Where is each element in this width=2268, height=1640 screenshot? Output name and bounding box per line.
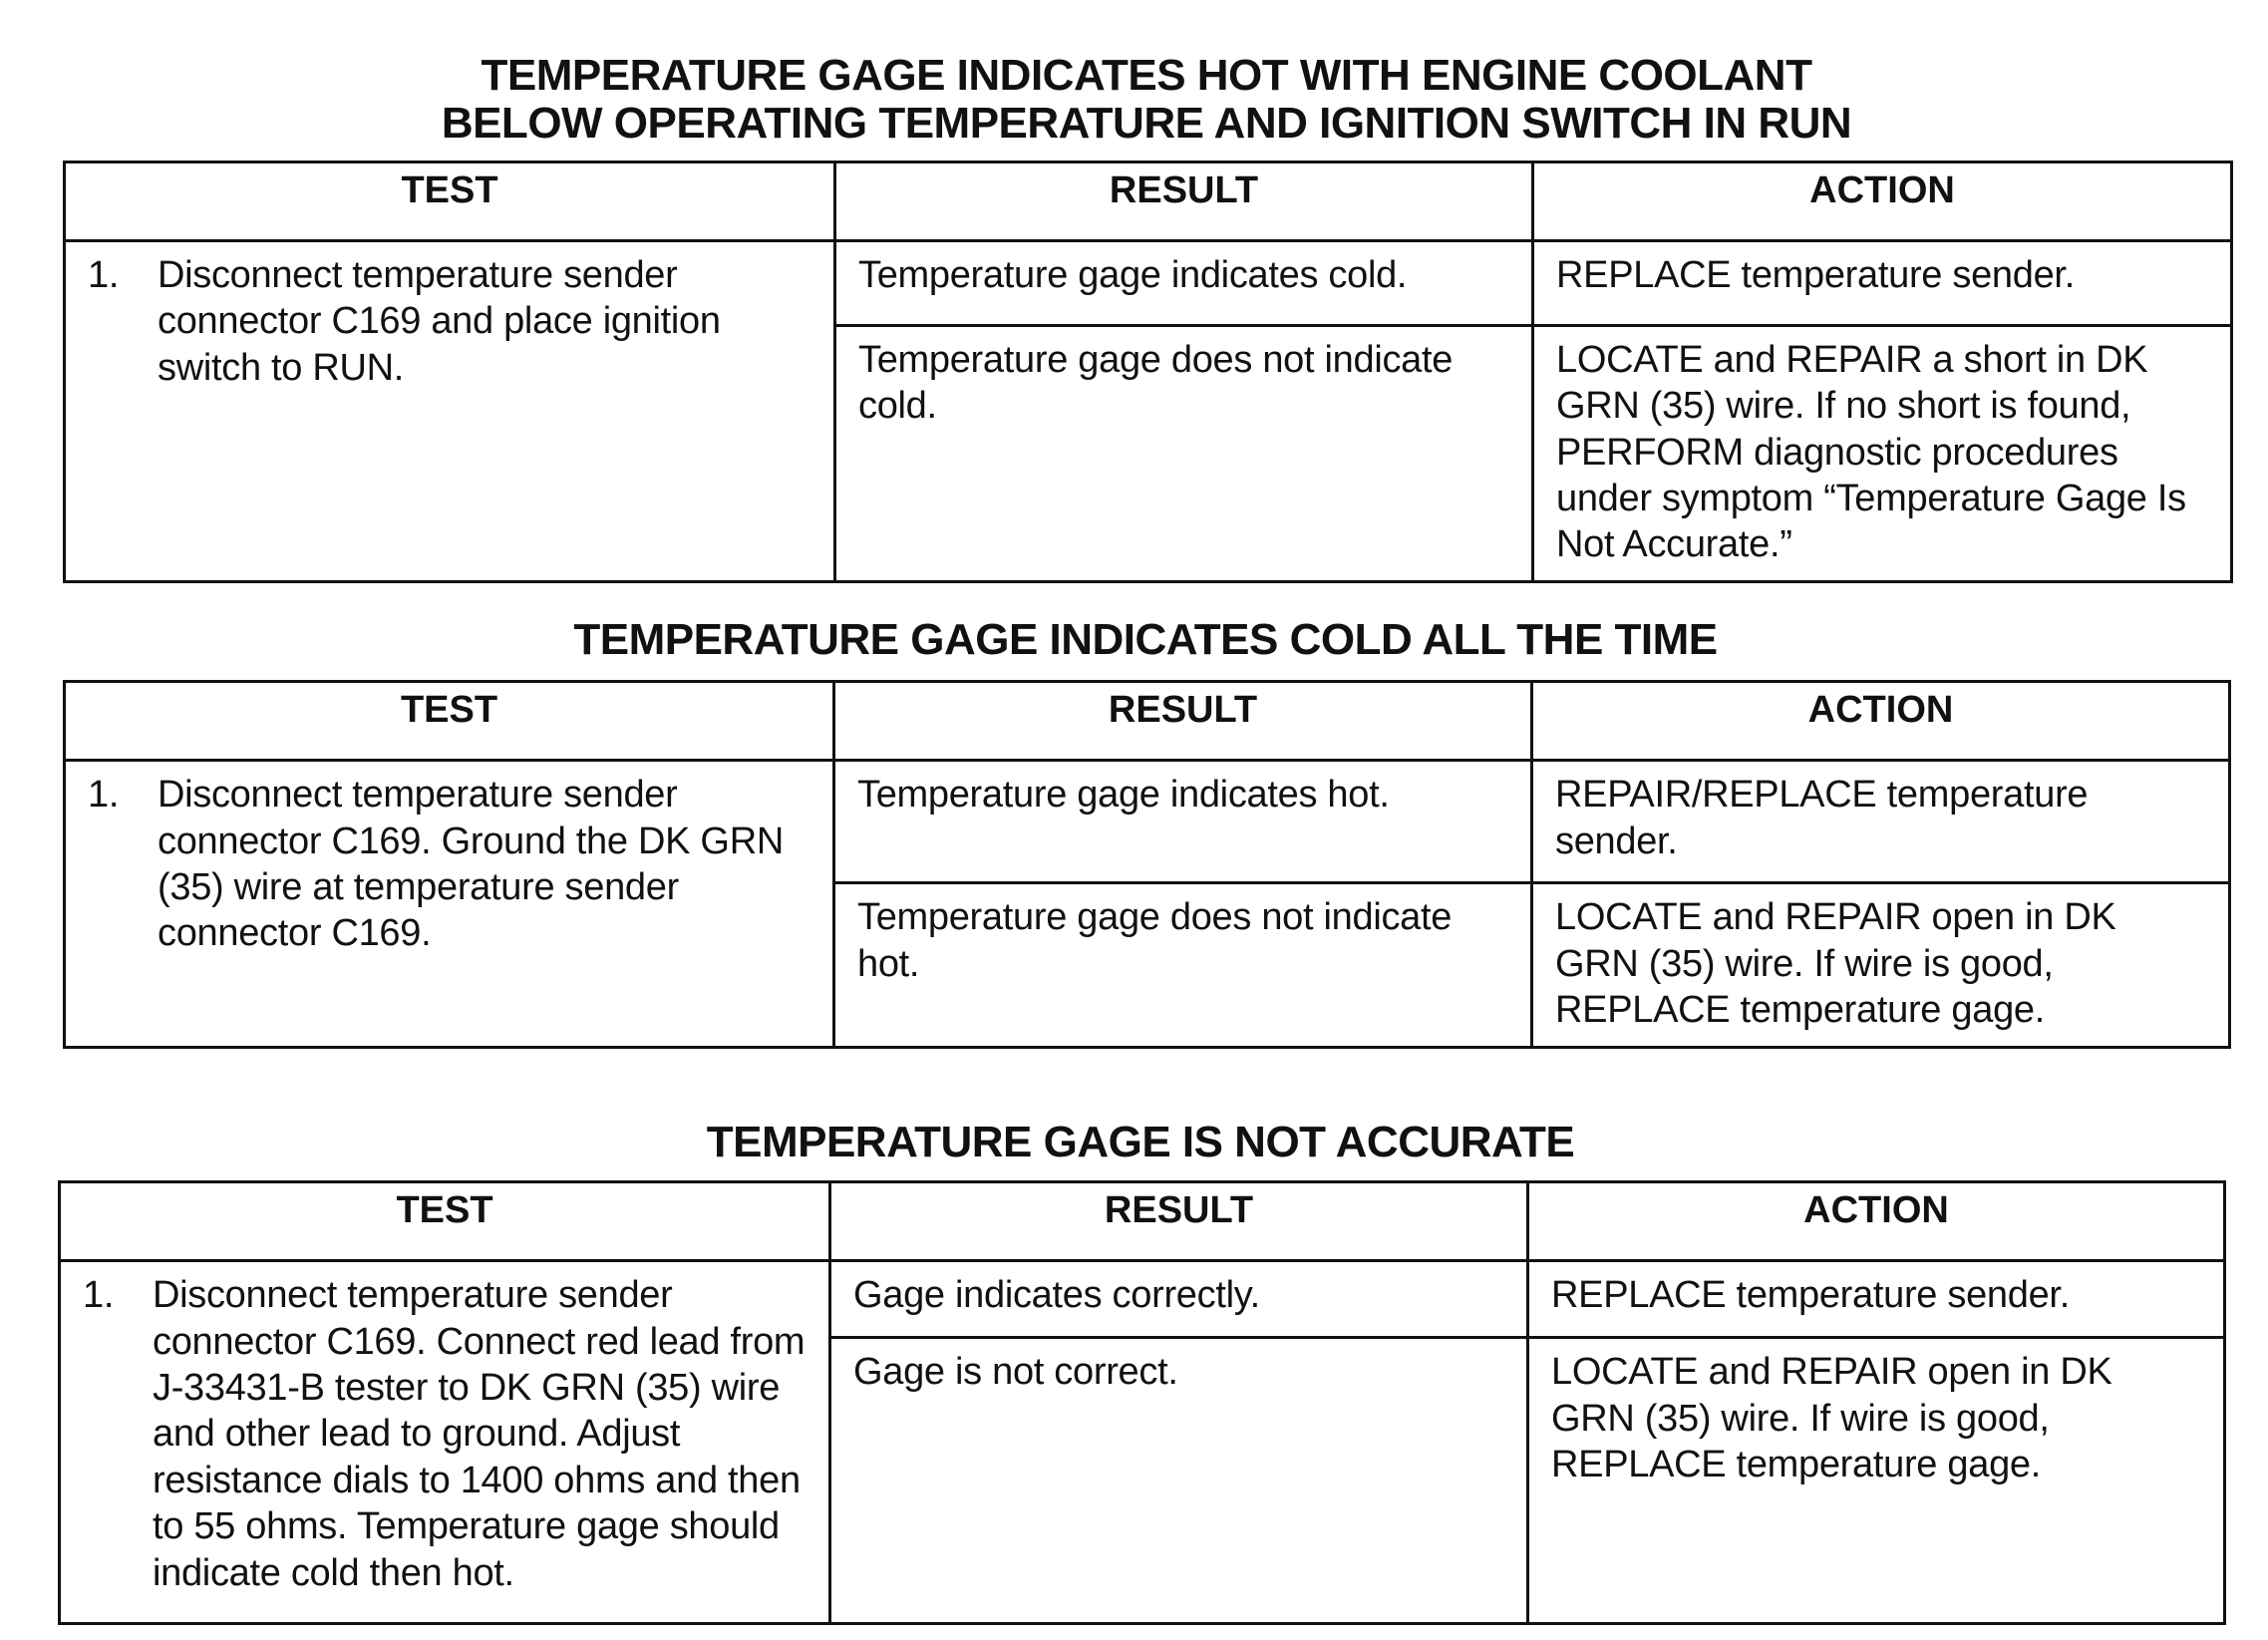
test-step-number: 1. [88,253,120,296]
test-step-text: Disconnect temperature sender connector C169. Ground the DK GRN (35) wire at temperature sender connector C169. [158,774,784,955]
header-row [65,162,2232,240]
action-cell: REPLACE temperature sender. [1528,1261,2225,1338]
result-cell: Temperature gage does not indicate hot. [834,883,1532,1048]
section-title-line: TEMPERATURE GAGE INDICATES COLD ALL THE TIME [573,615,1718,664]
diagnostic-table [63,680,2231,1049]
diagnostic-section-cold-gage [63,616,2228,1049]
test-step-text: Disconnect temperature sender connector C169. Connect red lead from J-33431-B tester to DK GRN (35) wire and other lead to ground. Adjust resistance dials to 1400 ohms and then to 55 ohms. Temperature gage should indicate cold then hot. [153,1274,806,1594]
table-row [60,1261,2225,1338]
action-cell: REPAIR/REPLACE temperature sender. [1532,761,2230,883]
result-column-header: RESULT [835,162,1533,240]
diagnostic-section-not-accurate [58,1119,2223,1625]
result-column-header: RESULT [834,682,1532,761]
test-step-cell [60,1261,830,1624]
diagnostic-table [58,1180,2226,1625]
section-title [63,616,2228,664]
section-title-line: TEMPERATURE GAGE IS NOT ACCURATE [706,1118,1575,1166]
result-cell: Temperature gage indicates cold. [835,240,1533,325]
test-step-number: 1. [88,774,120,817]
action-cell: REPLACE temperature sender. [1533,240,2232,325]
header-row [65,682,2230,761]
action-column-header: ACTION [1533,162,2232,240]
action-column-header: ACTION [1528,1182,2225,1261]
action-cell: LOCATE and REPAIR open in DK GRN (35) wire. If wire is good, REPLACE temperature gage. [1532,883,2230,1048]
result-cell: Gage indicates correctly. [830,1261,1528,1338]
result-cell: Temperature gage does not indicate cold. [835,325,1533,581]
result-cell: Gage is not correct. [830,1338,1528,1624]
test-step-cell [65,761,834,1048]
section-title-line: BELOW OPERATING TEMPERATURE AND IGNITION SWITCH IN RUN [441,99,1852,149]
result-cell: Temperature gage indicates hot. [834,761,1532,883]
section-title [58,1119,2223,1166]
test-column-header: TEST [65,162,835,240]
test-column-header: TEST [65,682,834,761]
header-row [60,1182,2225,1261]
section-title-line: TEMPERATURE GAGE INDICATES HOT WITH ENGINE COOLANT [481,51,1812,100]
table-row [65,240,2232,325]
test-step-text: Disconnect temperature sender connector C169 and place ignition switch to RUN. [158,253,721,389]
result-column-header: RESULT [830,1182,1528,1261]
test-step-number: 1. [83,1274,115,1317]
test-column-header: TEST [60,1182,830,1261]
action-cell: LOCATE and REPAIR a short in DK GRN (35) wire. If no short is found, PERFORM diagnostic procedures under symptom “Temperature Gage Is Not Accurate.” [1533,325,2232,581]
diagnostic-section-hot-gage [63,52,2230,583]
diagnostic-table [63,161,2233,583]
table-row [65,761,2230,883]
action-column-header: ACTION [1532,682,2230,761]
test-step-cell [65,240,835,581]
section-title [63,52,2230,149]
action-cell: LOCATE and REPAIR open in DK GRN (35) wire. If wire is good, REPLACE temperature gage. [1528,1338,2225,1624]
